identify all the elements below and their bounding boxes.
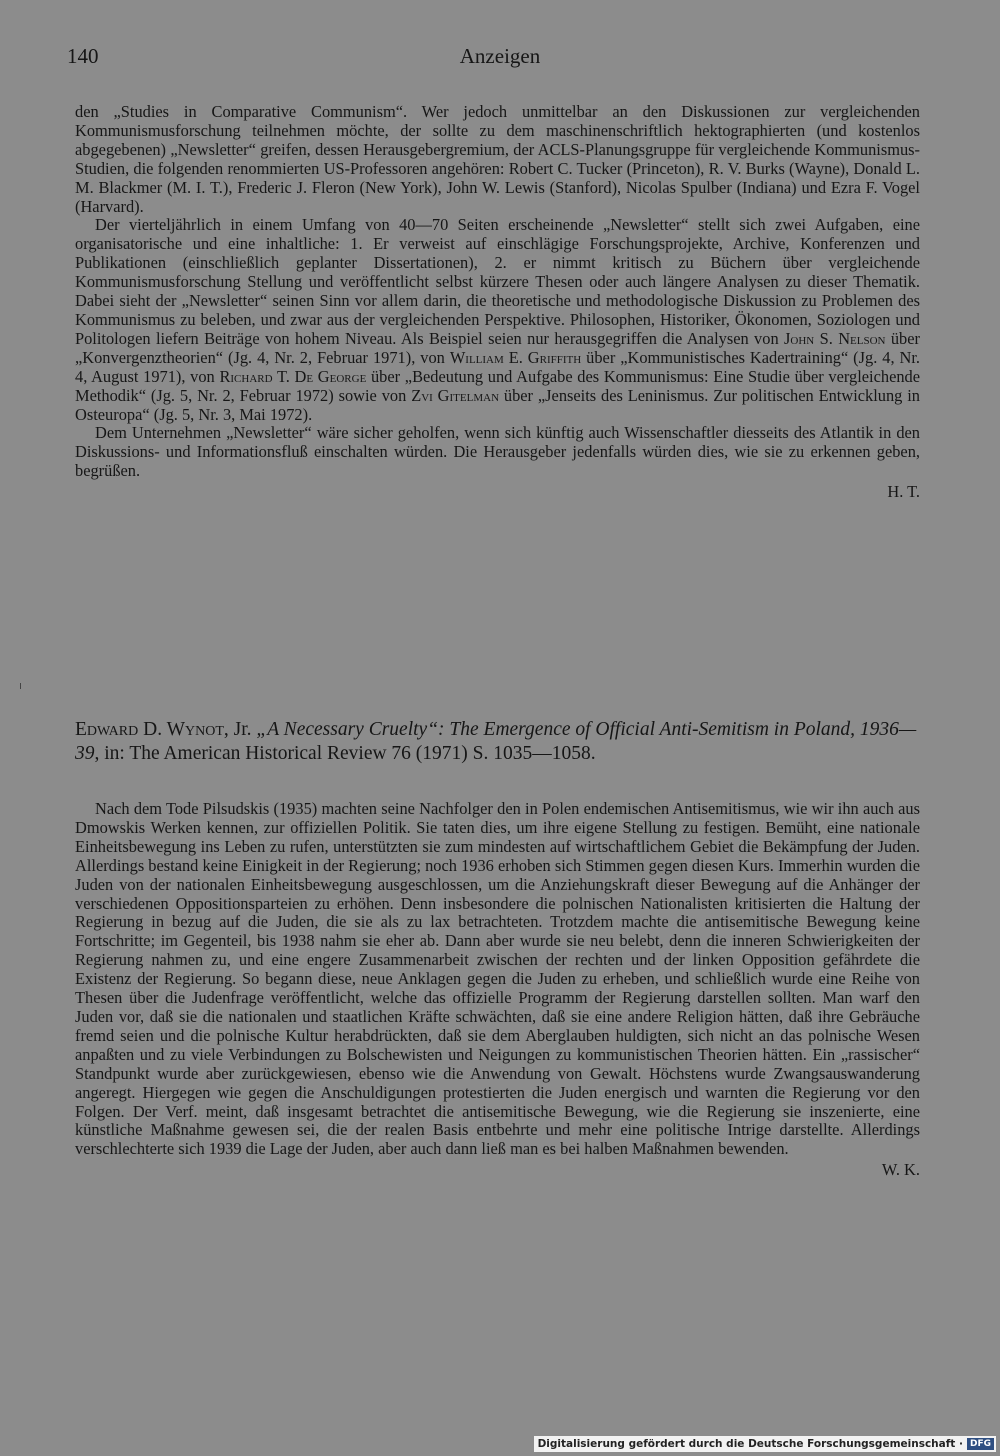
review-newsletter <box>75 103 920 502</box>
reviewer-initials-wk: W. K. <box>881 1160 920 1180</box>
dfg-logo: DFG <box>967 1438 994 1450</box>
paragraph-2-text-c: über „Kommunistisches Kadertraining“ (Jg. 4, Nr. 4, August 1971), von <box>75 347 921 386</box>
entry-heading-wynot <box>75 718 935 766</box>
review-body: Nach dem Tode Pilsudskis (1935) machten seine Nachfolger den in Polen endemischen Antisemitismus, wie wir ihn auch aus Dmowskis Werken kennen, zur offiziellen Politik. Sie taten dies, um ihre eigene Stellung zu festigen. Bemüht, eine nationale Einheitsbewegung ins Leben zu rufen, unterstützten sie zum mindesten auf wirtschaftlichem Gebiet die Bekämpfung der Juden. Allerdings bestand keine Einigkeit in der Regierung; noch 1936 erhoben sich Stimmen gegen diesen Kurs. Immerhin wurden die Juden von der nationalen Einheitsbewegung ausgeschlossen, um die Anziehungskraft dieser Bewegung auf die Anhänger der verschiedenen Oppositionsparteien zu erhöhen. Denn insbesondere die polnischen Nationalisten kritisierten die Haltung der Regierung in bezug auf die Juden, die sie als zu lax betrachteten. Trotzdem machte die antisemitische Bewegung keine Fortschritte; im Gegenteil, bis 1938 nahm sie eher ab. Dann aber wurde sie neu belebt, denn die inneren Schwierigkeiten der Regierung nahmen zu, und eine engere Zusammenarbeit zwischen der rechten und der linken Opposition gefährdete die Existenz der Regierung. So begann diese, neue Anklagen gegen die Juden zu erheben, und schließlich wurde eine Reihe von Thesen über die Judenfrage veröffentlicht, welche das offizielle Programm der Regierung darstellen sollten. Man warf den Juden vor, daß sie die nationalen und staatlichen Kräfte schwächten, daß sie eine andere Religion hätten, daß ihre Gebräuche fremd seien und die polnische Kultur herabdrückten, daß sie dem Aberglauben huldigten, sich nicht an das polnische Wesen anpaßten und zu viele Verbindungen zu Bolschewisten und Neigungen zu kommunistischen Theorien hätten. Ein „rassischer“ Standpunkt wurde aber zurückgewiesen, ebenso wie die Anwendung von Gewalt. Höchstens wurde Zwangsauswanderung angeregt. Hiergegen wie gegen die Anschuldigungen protestierten die Juden energisch und warnten die Regierung vor den Folgen. Der Verf. meint, daß insgesamt betrachtet die antisemitische Bewegung, wie die Regierung sie inszenierte, eine künstliche Maßnahme gewesen sei, die der realen Basis entbehrte und mehr eine politische Intrige darstellte. Allerdings verschlechterte sich 1939 die Lage der Juden, aber auch dann ließ man es bei halben Maßnahmen bewenden. <box>75 799 920 1159</box>
footer-text: Digitalisierung gefördert durch die Deutsche Forschungsgemeinschaft · <box>537 1438 963 1450</box>
entry-author-suffix: , Jr. <box>223 719 257 740</box>
paragraph-2 <box>75 216 920 424</box>
author-name-degeorge: Richard T. De George <box>219 366 367 386</box>
entry-source: , in: The American Historical Review 76 (1971) S. 1035—1058. <box>94 743 596 764</box>
entry-author: Edward D. Wynot <box>75 719 224 740</box>
reviewer-initials-ht: H. T. <box>887 482 920 502</box>
paragraph-2-text-d: über „Bedeutung und Aufgabe des Kommunismus: Eine Studie über vergleichende Methodik“ (Jg. 5, Nr. 2, Februar 1972) sowie von <box>75 366 921 405</box>
paragraph-2-text-e: über „Jenseits des Leninismus. Zur politischen Entwicklung in Osteuropa“ (Jg. 5, Nr. 3, Mai 1972). <box>75 385 920 424</box>
paragraph-2-text-a: Der vierteljährlich in einem Umfang von 40—70 Seiten erscheinende „Newsletter“ stellt sich zwei Aufgaben, eine organisatorische und eine inhaltliche: 1. Er verweist auf einschlägige Forschungsprojekte, Archive, Konferenzen und Publikationen (einschließlich geplanter Dissertationen), 2. er nimmt kritisch zu Büchern über vergleichende Kommunismusforschung Stellung und veröffentlicht selbst kürzere Thesen oder auch längere Analysen zu dieser Thematik. Dabei sieht der „Newsletter“ seinen Sinn vor allem darin, die theoretische und methodologische Diskussion zu Problemen des Kommunismus zu beleben, und zwar aus der vergleichenden Perspektive. Philosophen, Historiker, Ökonomen, Soziologen und Politologen liefern Beiträge von hohem Niveau. Als Beispiel seien nur herausgegriffen die Analysen von <box>75 215 920 348</box>
author-name-griffith: William E. Griffith <box>449 347 582 367</box>
author-name-nelson: John S. Nelson <box>784 328 886 348</box>
page-number: 140 <box>67 44 99 68</box>
entry-title: „A Necessary Cruelty“: The Emergence of Official Anti-Semitism in Poland, 1936—39 <box>75 719 917 764</box>
running-head: Anzeigen <box>459 44 541 68</box>
author-name-gitelman: Zvi Gitelman <box>411 385 500 405</box>
paragraph-1: den „Studies in Comparative Communism“. Wer jedoch unmittelbar an den Diskussionen zur vergleichenden Kommunismusforschung teilnehmen möchte, der sollte zu dem maschinenschriftlich hektographierten (und kostenlos abgegebenen) „Newsletter“ greifen, dessen Herausgebergremium, der ACLS-Planungsgruppe für vergleichende Kommunismus-Studien, die folgenden renommierten US-Professoren angehören: Robert C. Tucker (Princeton), R. V. Burks (Wayne), Donald L. M. Blackmer (M. I. T.), Frederic J. Fleron (New York), John W. Lewis (Stanford), Nicolas Spulber (Indiana) und Ezra F. Vogel (Harvard). <box>75 102 920 216</box>
paragraph-3: Dem Unternehmen „Newsletter“ wäre sicher geholfen, wenn sich künftig auch Wissenschaftler diesseits des Atlantik in den Diskussions- und Informationsfluß einschalten würden. Die Herausgeber jedenfalls würden dies, wie sie zu erkennen geben, begrüßen. <box>75 423 920 481</box>
margin-mark <box>20 683 21 689</box>
digitization-footer <box>534 1436 996 1452</box>
paragraph-2-text-b: über „Konvergenztheorien“ (Jg. 4, Nr. 2, Februar 1971), von <box>75 328 920 367</box>
review-wynot <box>75 800 920 1180</box>
